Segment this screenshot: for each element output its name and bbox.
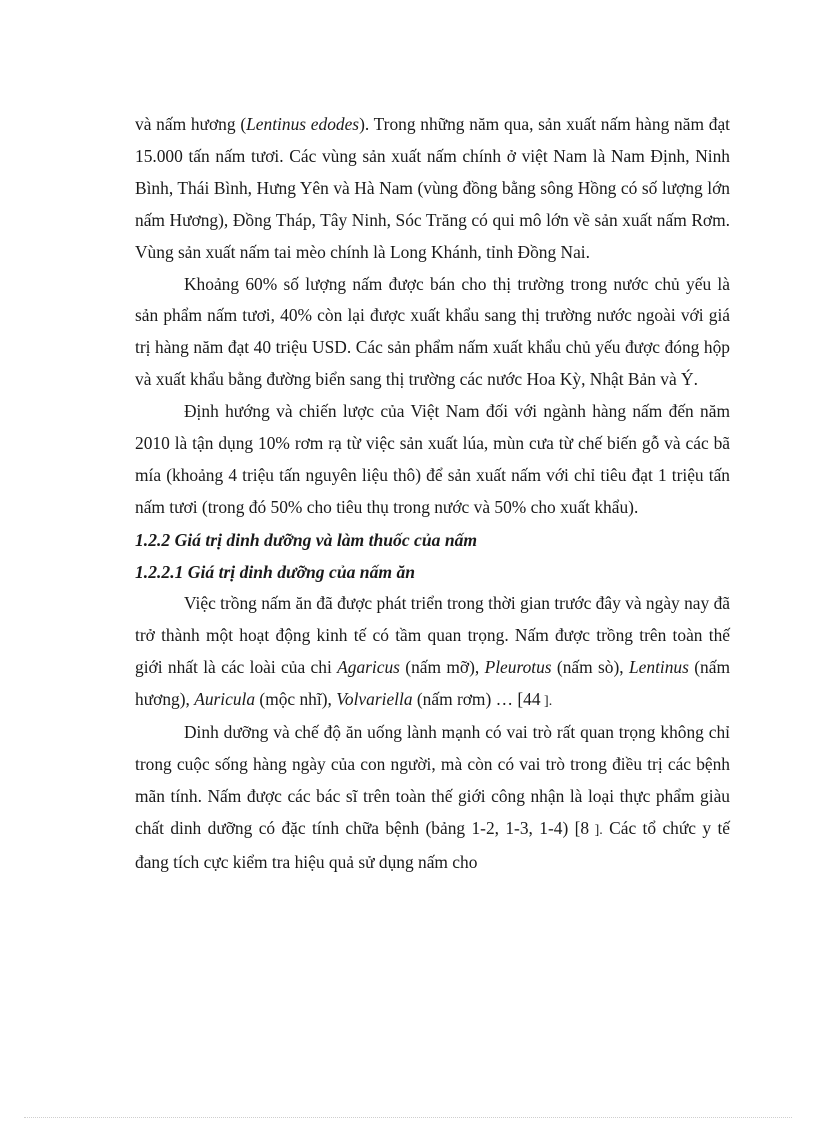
paragraph-market-export: Khoảng 60% số lượng nấm được bán cho thị trường trong nước chủ yếu là sản phẩm nấm tươi, 40% còn lại được xuất khẩu sang thị trường nước ngoài với giá trị hàng năm đạt 40 triệu USD. Các sản phẩm nấm xuất khẩu chủ yếu được đóng hộp và xuất khẩu bằng đường biển sang thị trường các nước Hoa Kỳ, Nhật Bản và Ý. (135, 273, 730, 390)
genus-auricula: Auricula (194, 688, 256, 709)
genus-volvariella: Volvariella (336, 688, 413, 709)
genus-agaricus: Agaricus (337, 656, 400, 677)
genus-pleurotus: Pleurotus (484, 656, 552, 677)
page-bottom-divider (24, 1117, 792, 1118)
citation-ref-8: ]. (589, 823, 603, 839)
paragraph-mushroom-regions: và nấm hương (Lentinus edodes). Trong những năm qua, sản xuất nấm hàng năm đạt 15.000 tấn nấm tươi. Các vùng sản xuất nấm chính ở việt Nam là Nam Định, Ninh Bình, Thái Bình, Hưng Yên và Hà Nam (vùng đồng bằng sông Hồng có số lượng lớn nấm Hương), Đồng Tháp, Tây Ninh, Sóc Trăng có qui mô lớn về sản xuất nấm Rơm. Vùng sản xuất nấm tai mèo chính là Long Khánh, tỉnh Đồng Nai. (135, 114, 730, 262)
paragraph-cultivation: Việc trồng nấm ăn đã được phát triển trong thời gian trước đây và ngày nay đã trở thành một hoạt động kinh tế có tầm quan trọng. Nấm được trồng trên toàn thế giới nhất là các loài của chi Agaricus (nấm mỡ), Pleurotus (nấm sò), Lentinus (nấm hương), Auricula (mộc nhĩ), Volvariella (nấm rơm) … [44 ]. (135, 592, 730, 709)
section-heading-nutrition-medicinal: 1.2.2 Giá trị dinh dưỡng và làm thuốc của nấm (135, 529, 478, 550)
subsection-heading-nutrition: 1.2.2.1 Giá trị dinh dưỡng của nấm ăn (135, 561, 416, 582)
paragraph-nutrition-health: Dinh dưỡng và chế độ ăn uống lành mạnh có vai trò rất quan trọng không chỉ trong cuộc sống hàng ngày của con người, mà còn có vai trò trong điều trị các bệnh mãn tính. Nấm được các bác sĩ trên toàn thế giới công nhận là loại thực phẩm giàu chất dinh dưỡng có đặc tính chữa bệnh (bảng 1-2, 1-3, 1-4) [8 ]. Các tổ chức y tế đang tích cực kiểm tra hiệu quả sử dụng nấm cho (135, 722, 730, 873)
paragraph-strategy: Định hướng và chiến lược của Việt Nam đối với ngành hàng nấm đến năm 2010 là tận dụng 10% rơm rạ từ việc sản xuất lúa, mùn cưa từ chế biến gỗ và các bã mía (khoảng 4 triệu tấn nguyên liệu thô) để sản xuất nấm với chỉ tiêu đạt 1 triệu tấn nấm tươi (trong đó 50% cho tiêu thụ trong nước và 50% cho xuất khẩu). (135, 401, 730, 517)
genus-lentinus: Lentinus (628, 656, 689, 677)
document-page (135, 109, 730, 879)
citation-ref-44: ]. (540, 693, 553, 709)
species-lentinus-edodes: Lentinus edodes (246, 114, 360, 134)
